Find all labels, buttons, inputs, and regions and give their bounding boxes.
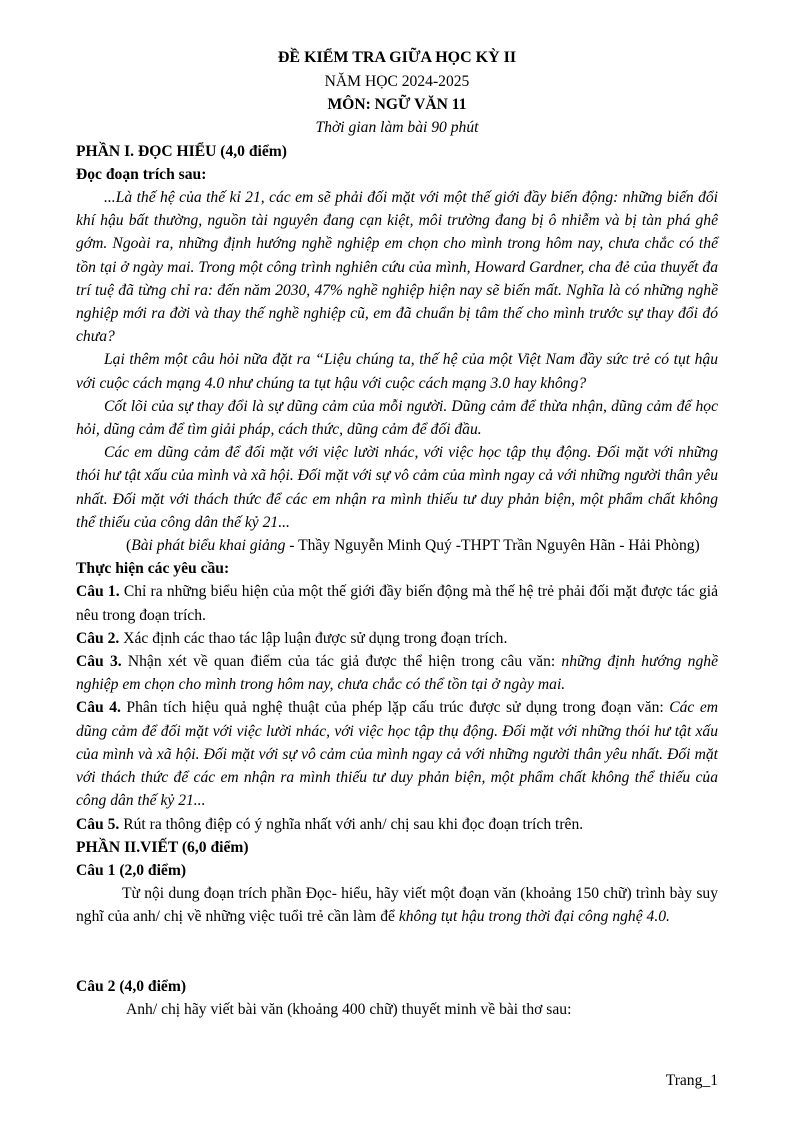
passage-paragraph-3: Cốt lõi của sự thay đổi là sự dũng cảm của mỗi người. Dũng cảm để thừa nhận, dũng cảm để học hỏi, dũng cảm để tìm giải pháp, cách thức, dũng cảm để đối đầu. bbox=[76, 397, 718, 439]
page-number: Trang_1 bbox=[665, 1072, 718, 1089]
passage-source bbox=[76, 534, 718, 557]
source-rest: - Thầy Nguyễn Minh Quý -THPT Trần Nguyên Hãn - Hải Phòng) bbox=[285, 537, 700, 555]
passage-paragraph-1: ...Là thế hệ của thế kỉ 21, các em sẽ phải đối mặt với một thế giới đầy biến động: những biến đổi khí hậu bất thường, nguồn tài nguyên đang cạn kiệt, môi trường đang bị ô nhiễm và bị tàn phá ghê gớm. Ngoài ra, những định hướng nghề nghiệp em chọn cho mình trong hôm nay, chưa chắc có thể tồn tại ở ngày mai. Trong một công trình nghiên cứu của mình, Howard Gardner, cha đẻ của thuyết đa trí tuệ đã từng chỉ ra: đến năm 2030, 47% nghề nghiệp hiện nay sẽ biến mất. Nghĩa là có những nghề nghiệp mới ra đời và thay thế nghề nghiệp cũ, em đã chuẩn bị tâm thế cho mình trước sự thay đổi đó chưa? bbox=[76, 189, 718, 346]
question-quote: những định hướng nghề nghiệp em chọn cho mình trong hôm nay, chưa chắc có thể tồn tại ở ngày mai. bbox=[76, 653, 718, 694]
question-text: Nhận xét về quan điểm của tác giả được thể hiện trong câu văn: bbox=[121, 653, 562, 671]
question-label: Câu 5. bbox=[76, 815, 120, 833]
tasks-heading: Thực hiện các yêu cầu: bbox=[76, 560, 230, 578]
question-3 bbox=[76, 650, 718, 696]
question-text: Chỉ ra những biểu hiện của một thế giới đầy biến động mà thế hệ trẻ phải đối mặt được tác giả nêu trong đoạn trích. bbox=[76, 583, 719, 624]
source-title: Bài phát biểu khai giảng bbox=[131, 537, 286, 555]
question-5 bbox=[76, 813, 718, 836]
writing-q1-text bbox=[76, 882, 718, 928]
question-4 bbox=[76, 696, 718, 812]
question-label: Câu 1. bbox=[76, 583, 120, 601]
writing-q1-italic: không tụt hậu trong thời đại công nghệ 4.0. bbox=[398, 908, 670, 926]
question-text: Phân tích hiệu quả nghệ thuật của phép lặp cấu trúc được sử dụng trong đoạn văn: bbox=[120, 699, 670, 717]
passage-paragraph-4: Các em dũng cảm để đối mặt với việc lười nhác, với việc học tập thụ động. Đối mặt với những thói hư tật xấu của mình và xã hội. Đối mặt với sự vô cảm của mình ngay cả với những người thân yêu nhất. Đối mặt với thách thức để các em nhận ra mình thiếu tư duy phản biện, một phẩm chất không thể thiếu của công dân thế kỷ 21... bbox=[76, 444, 718, 531]
exam-page bbox=[76, 40, 718, 1021]
question-label: Câu 2. bbox=[76, 629, 120, 647]
writing-q1-heading: Câu 1 (2,0 điểm) bbox=[76, 861, 187, 879]
exam-title: ĐỀ KIỂM TRA GIỮA HỌC KỲ II bbox=[277, 49, 517, 66]
question-quote: Các em dũng cảm để đối mặt với việc lười nhác, với việc học tập thụ động. Đối mặt với những thói hư tật xấu của mình và xã hội. Đối mặt với sự vô cảm của mình ngay cả với những người thân yêu nhất. Đối mặt với thách thức để các em nhận ra mình thiếu tư duy phản biện, một phẩm chất không thể thiếu của công dân thế kỷ 21... bbox=[76, 699, 719, 810]
question-text: Xác định các thao tác lập luận được sử dụng trong đoạn trích. bbox=[119, 629, 508, 647]
source-open: ( bbox=[126, 537, 132, 555]
passage-paragraph-2: Lại thêm một câu hỏi nữa đặt ra “Liệu chúng ta, thế hệ của một Việt Nam đầy sức trẻ có tụt hậu với cuộc cách mạng 4.0 như chúng ta tụt hậu với cuộc cách mạng 3.0 hay không? bbox=[76, 351, 718, 392]
question-label: Câu 3. bbox=[76, 653, 122, 671]
part1-heading: PHẦN I. ĐỌC HIỂU (4,0 điểm) bbox=[76, 142, 287, 160]
writing-q2-heading: Câu 2 (4,0 điểm) bbox=[76, 977, 187, 995]
writing-q1-body: Từ nội dung đoạn trích phần Đọc- hiểu, hãy viết một đoạn văn (khoảng 150 chữ) trình bày suy nghĩ của anh/ chị về những việc tuổi trẻ cần làm để bbox=[76, 885, 718, 926]
question-text: Rút ra thông điệp có ý nghĩa nhất với anh/ chị sau khi đọc đoạn trích trên. bbox=[119, 815, 584, 833]
writing-q2-text: Anh/ chị hãy viết bài văn (khoảng 400 chữ) thuyết minh về bài thơ sau: bbox=[126, 1000, 572, 1018]
exam-time: Thời gian làm bài 90 phút bbox=[315, 119, 479, 137]
read-instruction: Đọc đoạn trích sau: bbox=[76, 165, 207, 183]
part2-heading: PHẦN II.VIẾT (6,0 điểm) bbox=[76, 838, 249, 856]
question-label: Câu 4. bbox=[76, 699, 121, 717]
question-1 bbox=[76, 580, 718, 626]
subject: MÔN: NGỮ VĂN 11 bbox=[327, 96, 467, 114]
school-year: NĂM HỌC 2024-2025 bbox=[324, 73, 470, 90]
question-2 bbox=[76, 627, 718, 650]
